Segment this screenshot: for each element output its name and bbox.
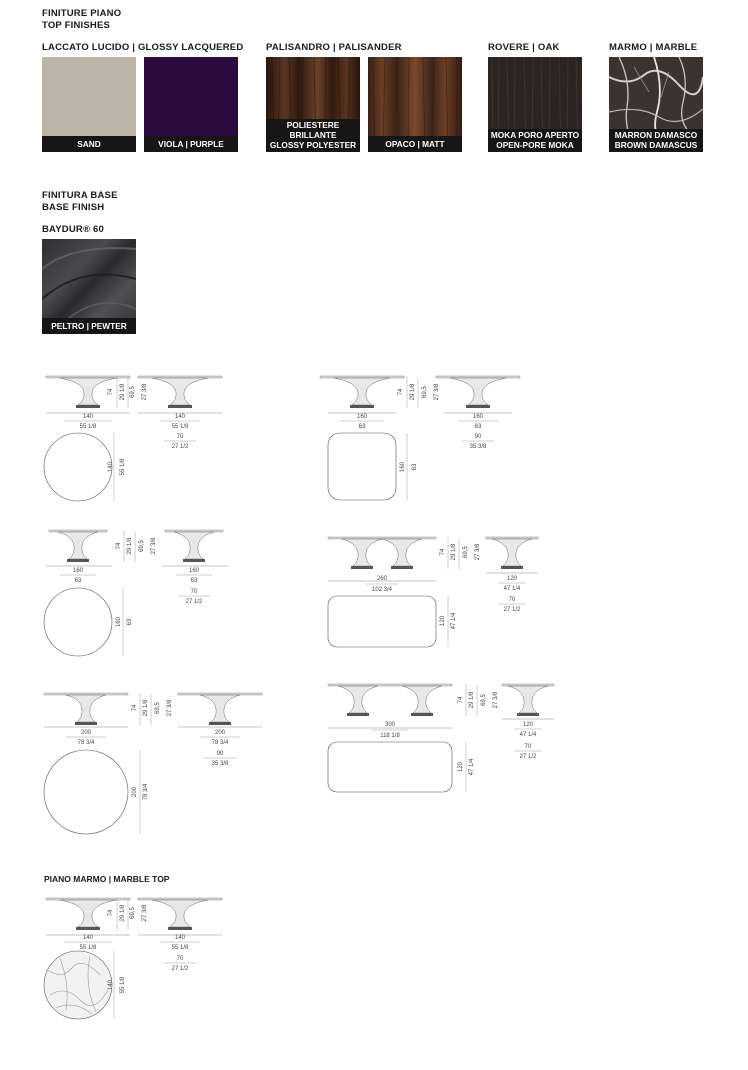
- dim-radius-in: 27 1/2: [503, 607, 521, 613]
- dim-diameter: 200: [132, 786, 138, 798]
- group-label-marble: MARMO | MARBLE: [609, 42, 698, 53]
- dim-height-in: 29 1/8: [143, 699, 149, 717]
- dim-height: 74: [108, 909, 114, 917]
- title-en: TOP FINISHES: [42, 20, 111, 31]
- label-line-2: BROWN DAMASCUS: [614, 140, 698, 150]
- dim-height: 74: [116, 542, 122, 550]
- dim-radius: 70: [508, 597, 516, 603]
- dim-width: 160: [356, 414, 368, 420]
- label-line-2: GLOSSY POLYESTER: [269, 140, 357, 150]
- drawing-oval-300: [328, 684, 554, 792]
- dim-diameter-in: 55 1/8: [171, 424, 189, 430]
- dim-diameter: 160: [188, 568, 200, 574]
- dim-width-in: 63: [412, 463, 418, 471]
- label-line-2: OPEN-PORE MOKA: [496, 140, 574, 150]
- dim-height-in: 29 1/8: [469, 691, 475, 709]
- dim-length-in: 118 1/8: [380, 733, 400, 739]
- title-it: FINITURA BASE: [42, 190, 118, 201]
- drawing-round-140: [44, 376, 222, 501]
- drawing-round-200: [44, 693, 262, 834]
- swatch-label: SAND: [42, 136, 136, 152]
- dim-diameter-in: 78 3/4: [77, 740, 95, 746]
- dim-radius: 70: [176, 956, 184, 962]
- dim-height-2-in: 27 3/8: [493, 691, 499, 709]
- dim-height: 74: [440, 548, 446, 556]
- dim-length: 260: [376, 576, 388, 582]
- dim-diameter-in: 63: [190, 578, 198, 584]
- dim-width: 120: [440, 615, 446, 627]
- title-it: FINITURE PIANO: [42, 8, 122, 19]
- dim-width: 120: [458, 761, 464, 773]
- swatch-label: PELTRO | PEWTER: [42, 318, 136, 334]
- dim-diameter-in: 55 1/8: [120, 976, 126, 994]
- label-line-1: MOKA PORO APERTO: [490, 130, 580, 140]
- dim-width-in: 47 1/4: [503, 586, 521, 592]
- dim-height: 74: [458, 696, 464, 704]
- dim-height-2: 69,5: [422, 386, 428, 398]
- drawing-square-160: [320, 376, 520, 500]
- dim-width-in: 63: [474, 424, 482, 430]
- dim-height-in: 29 1/8: [120, 904, 126, 922]
- dim-height-2: 69,5: [139, 540, 145, 552]
- dim-diameter-in: 55 1/8: [79, 945, 97, 951]
- group-label-lacquered: LACCATO LUCIDO | GLOSSY LACQUERED: [42, 42, 244, 53]
- dim-diameter: 140: [108, 461, 114, 473]
- label-line-1: POLIESTERE BRILLANTE: [286, 120, 340, 140]
- dim-height-in: 29 1/8: [127, 537, 133, 555]
- dim-width: 160: [472, 414, 484, 420]
- dim-diameter: 140: [174, 935, 186, 941]
- dim-width-in: 47 1/4: [469, 758, 475, 776]
- dim-length-in: 102 3/4: [371, 587, 393, 593]
- dim-diameter-in: 78 3/4: [211, 740, 229, 746]
- dim-height-2-in: 27 3/8: [475, 543, 481, 561]
- dim-height: 74: [132, 704, 138, 712]
- swatch-label: OPACO | MATT: [368, 136, 462, 152]
- dim-diameter-in: 55 1/8: [79, 424, 97, 430]
- group-label-oak: ROVERE | OAK: [488, 42, 560, 53]
- dim-height-2: 69,5: [463, 546, 469, 558]
- dim-diameter-in: 63: [74, 578, 82, 584]
- dim-width-in: 47 1/4: [519, 732, 537, 738]
- marble-top-title: PIANO MARMO | MARBLE TOP: [44, 874, 170, 884]
- base-material-label: BAYDUR® 60: [42, 224, 104, 235]
- swatch-label: VIOLA | PURPLE: [144, 136, 238, 152]
- dim-diameter: 200: [214, 730, 226, 736]
- dim-height-2-in: 27 3/8: [142, 383, 148, 401]
- dim-height-2-in: 27 3/8: [167, 699, 173, 717]
- dim-width-in: 47 1/4: [451, 612, 457, 630]
- drawing-marble-140: [44, 898, 222, 1019]
- dim-radius: 90: [474, 434, 482, 440]
- dim-width-in: 63: [358, 424, 366, 430]
- dim-radius: 70: [524, 744, 532, 750]
- dim-diameter: 160: [72, 568, 84, 574]
- dim-radius: 90: [216, 751, 224, 757]
- dim-radius-in: 35 3/8: [469, 444, 487, 450]
- label-line-1: MARRON DAMASCO: [614, 130, 698, 140]
- dim-height-2: 69,5: [481, 694, 487, 706]
- dim-diameter: 160: [116, 616, 122, 628]
- dim-height-2-in: 27 3/8: [151, 537, 157, 555]
- dim-radius-in: 27 1/2: [185, 599, 203, 605]
- dim-width: 120: [522, 722, 534, 728]
- dim-height-in: 29 1/8: [120, 383, 126, 401]
- drawing-round-160: [44, 530, 228, 656]
- dim-length: 300: [384, 722, 396, 728]
- dim-diameter: 140: [174, 414, 186, 420]
- dim-height-2: 69,5: [130, 386, 136, 398]
- dim-radius-in: 35 3/8: [211, 761, 229, 767]
- group-label-palisander: PALISANDRO | PALISANDER: [266, 42, 402, 53]
- dim-radius-in: 27 1/2: [171, 444, 189, 450]
- dim-diameter-in: 55 1/8: [171, 945, 189, 951]
- dim-width: 160: [400, 461, 406, 473]
- dim-diameter-in: 63: [127, 618, 133, 626]
- dim-height: 74: [108, 388, 114, 396]
- dim-diameter: 200: [80, 730, 92, 736]
- dim-height-2: 69,5: [130, 907, 136, 919]
- dim-height: 74: [398, 388, 404, 396]
- title-en: BASE FINISH: [42, 202, 105, 213]
- dim-radius: 70: [190, 589, 198, 595]
- dim-height-in: 29 1/8: [410, 383, 416, 401]
- dim-radius-in: 27 1/2: [171, 966, 189, 972]
- dim-height-2-in: 27 3/8: [434, 383, 440, 401]
- dim-radius-in: 27 1/2: [519, 754, 537, 760]
- dim-height-2-in: 27 3/8: [142, 904, 148, 922]
- dim-height-2: 69,5: [155, 702, 161, 714]
- dim-height-in: 29 1/8: [451, 543, 457, 561]
- dim-radius: 70: [176, 434, 184, 440]
- dim-diameter: 140: [82, 935, 94, 941]
- dim-diameter-in: 55 1/8: [120, 458, 126, 476]
- drawing-oval-260: [328, 537, 538, 647]
- dim-diameter: 140: [108, 979, 114, 991]
- dim-width: 120: [506, 576, 518, 582]
- dim-diameter-in: 78 3/4: [143, 783, 149, 801]
- dim-diameter: 140: [82, 414, 94, 420]
